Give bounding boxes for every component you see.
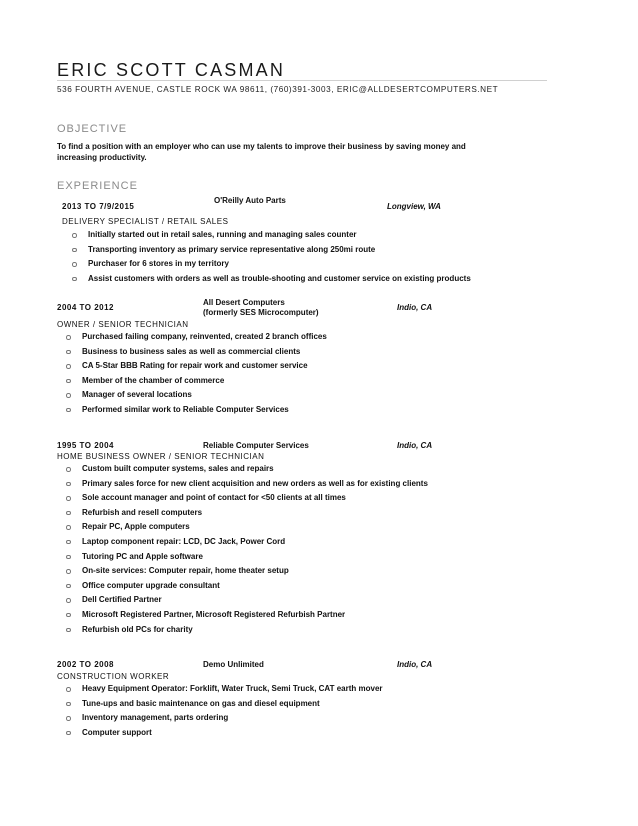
list-item: On-site services: Computer repair, home theater setup — [82, 566, 428, 581]
list-item: Member of the chamber of commerce — [82, 376, 327, 391]
bullet-icon — [66, 613, 71, 618]
experience-heading: EXPERIENCE — [57, 180, 138, 192]
list-item: Tune-ups and basic maintenance on gas and diesel equipment — [82, 699, 383, 714]
job-location: Indio, CA — [397, 303, 433, 312]
job-title: OWNER / SENIOR TECHNICIAN — [57, 320, 189, 329]
list-item: Office computer upgrade consultant — [82, 581, 428, 596]
header-divider — [57, 80, 547, 81]
list-item: Heavy Equipment Operator: Forklift, Water Truck, Semi Truck, CAT earth mover — [82, 684, 383, 699]
list-item: Computer support — [82, 728, 383, 743]
list-item: Refurbish old PCs for charity — [82, 625, 428, 640]
list-item: Microsoft Registered Partner, Microsoft Registered Refurbish Partner — [82, 610, 428, 625]
bullet-icon — [72, 233, 77, 238]
job-dates: 2013 TO 7/9/2015 — [62, 202, 135, 211]
bullet-icon — [66, 540, 71, 545]
list-item: Performed similar work to Reliable Computer Services — [82, 405, 327, 420]
list-item: Laptop component repair: LCD, DC Jack, Power Cord — [82, 537, 428, 552]
bullet-icon — [66, 408, 71, 413]
bullet-icon — [72, 248, 77, 253]
job-company: Demo Unlimited — [203, 660, 264, 669]
bullet-icon — [66, 511, 71, 516]
job-location: Indio, CA — [397, 660, 433, 669]
list-item: Repair PC, Apple computers — [82, 522, 428, 537]
list-item: Manager of several locations — [82, 390, 327, 405]
bullet-icon — [66, 702, 71, 707]
bullet-icon — [66, 687, 71, 692]
bullet-icon — [66, 335, 71, 340]
bullet-icon — [66, 467, 71, 472]
list-item: CA 5-Star BBB Rating for repair work and customer service — [82, 361, 327, 376]
resume-name: ERIC SCOTT CASMAN — [57, 60, 286, 80]
list-item: Purchased failing company, reinvented, created 2 branch offices — [82, 332, 327, 347]
list-item: Custom built computer systems, sales and repairs — [82, 464, 428, 479]
bullet-icon — [66, 525, 71, 530]
job-company: All Desert Computers — [203, 298, 285, 307]
job-title: CONSTRUCTION WORKER — [57, 672, 170, 681]
job-title: HOME BUSINESS OWNER / SENIOR TECHNICIAN — [57, 452, 265, 461]
job-company: Reliable Computer Services — [203, 441, 309, 450]
job-dates: 2004 TO 2012 — [57, 303, 115, 312]
list-item: Inventory management, parts ordering — [82, 713, 383, 728]
list-item: Refurbish and resell computers — [82, 508, 428, 523]
list-item: Primary sales force for new client acquisition and new orders as well as for existing clients — [82, 479, 428, 494]
job-bullets — [88, 230, 471, 288]
list-item: Transporting inventory as primary service representative along 250mi route — [88, 245, 471, 260]
list-item: Purchaser for 6 stores in my territory — [88, 259, 471, 274]
contact-line: 536 FOURTH AVENUE, CASTLE ROCK WA 98611, (760)391-3003, ERIC@ALLDESERTCOMPUTERS.NET — [57, 85, 499, 94]
list-item: Dell Certified Partner — [82, 595, 428, 610]
bullet-icon — [66, 598, 71, 603]
job-bullets — [82, 684, 383, 742]
list-item: Business to business sales as well as commercial clients — [82, 347, 327, 362]
bullet-icon — [66, 569, 71, 574]
list-item: Initially started out in retail sales, running and managing sales counter — [88, 230, 471, 245]
job-title: DELIVERY SPECIALIST / RETAIL SALES — [62, 217, 229, 226]
job-company: O'Reilly Auto Parts — [214, 196, 286, 205]
job-location: Longview, WA — [387, 202, 441, 211]
job-dates: 1995 TO 2004 — [57, 441, 115, 450]
bullet-icon — [66, 731, 71, 736]
objective-heading: OBJECTIVE — [57, 123, 128, 135]
job-bullets — [82, 464, 428, 639]
objective-text: To find a position with an employer who can use my talents to improve their business by saving money and increasing productivity. — [57, 142, 466, 162]
job-company-note: (formerly SES Microcomputer) — [203, 308, 319, 317]
bullet-icon — [66, 350, 71, 355]
bullet-icon — [72, 262, 77, 267]
bullet-icon — [66, 393, 71, 398]
list-item: Tutoring PC and Apple software — [82, 552, 428, 567]
bullet-icon — [66, 364, 71, 369]
job-bullets — [82, 332, 327, 420]
bullet-icon — [72, 277, 77, 282]
job-dates: 2002 TO 2008 — [57, 660, 115, 669]
bullet-icon — [66, 628, 71, 633]
bullet-icon — [66, 496, 71, 501]
bullet-icon — [66, 716, 71, 721]
list-item: Assist customers with orders as well as trouble-shooting and customer service on existing products — [88, 274, 471, 289]
bullet-icon — [66, 379, 71, 384]
bullet-icon — [66, 555, 71, 560]
list-item: Sole account manager and point of contact for <50 clients at all times — [82, 493, 428, 508]
bullet-icon — [66, 482, 71, 487]
bullet-icon — [66, 584, 71, 589]
job-location: Indio, CA — [397, 441, 433, 450]
